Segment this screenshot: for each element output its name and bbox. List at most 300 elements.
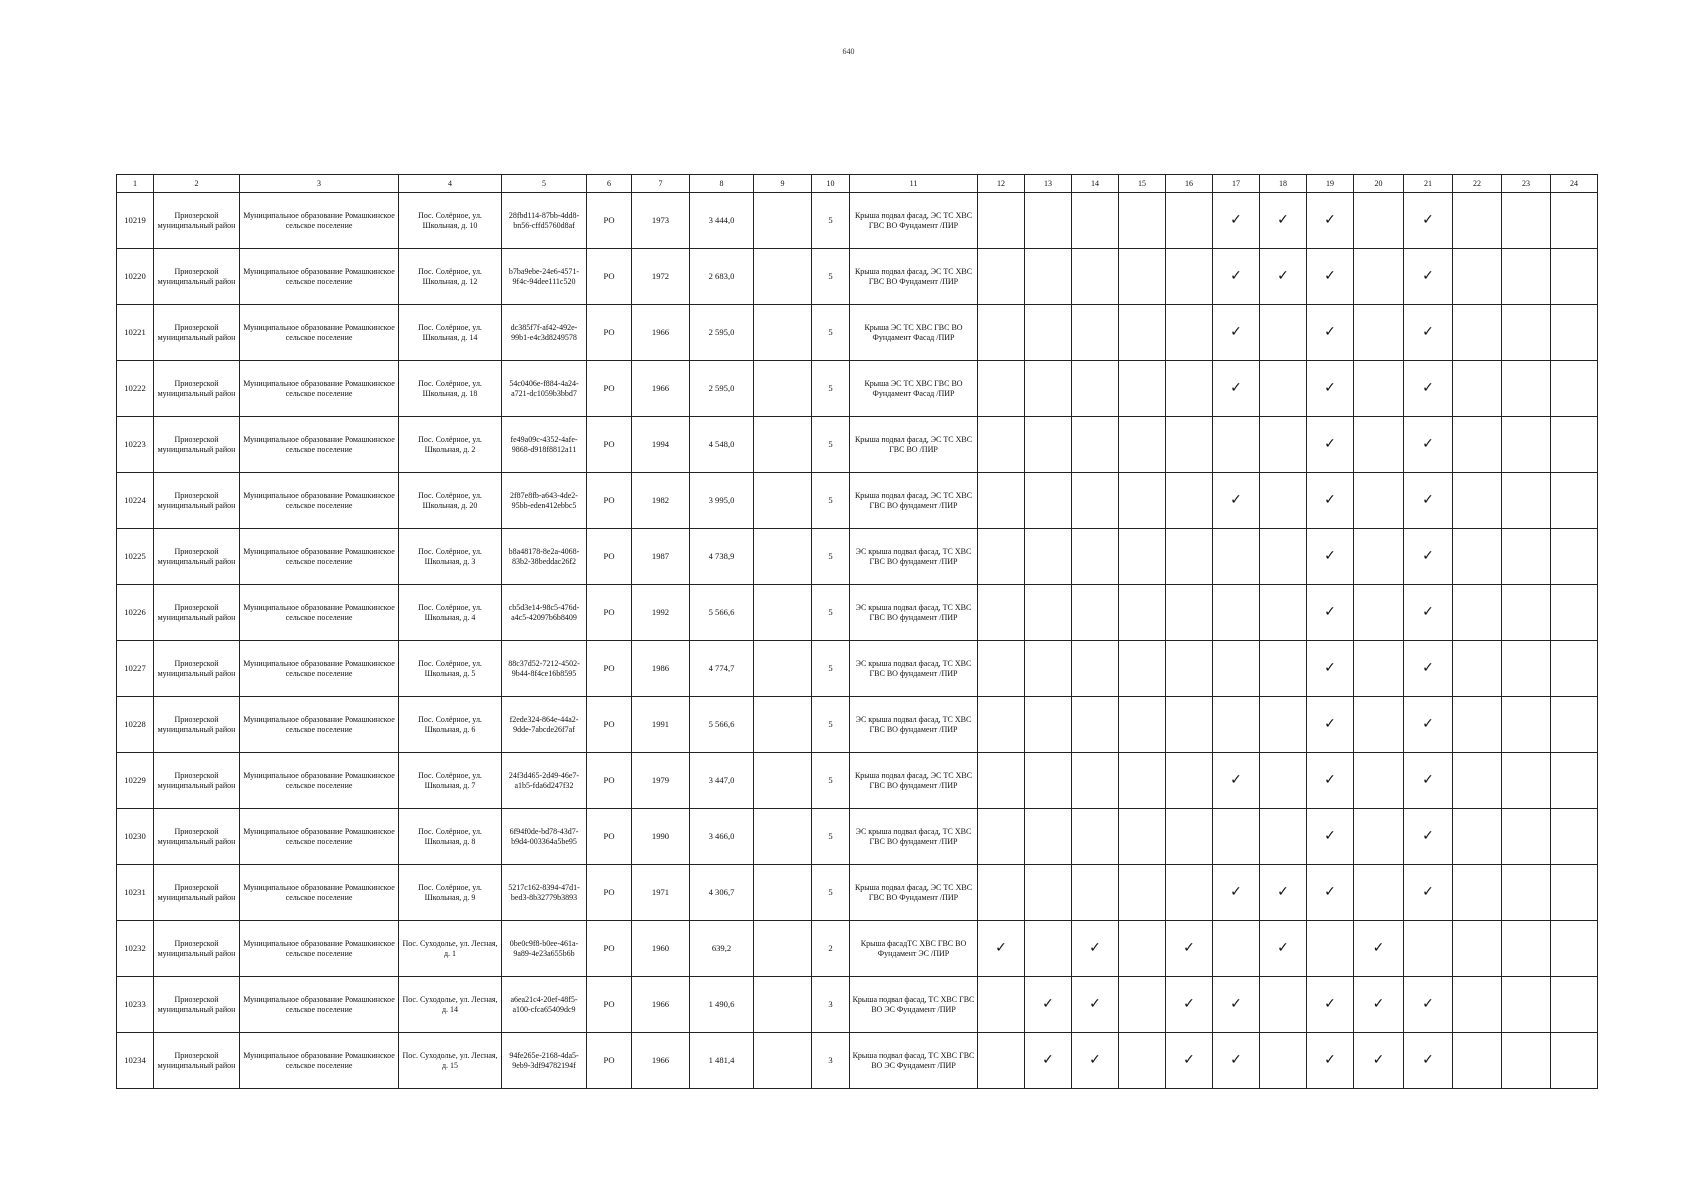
- cell-col-2: Приозерской муниципальный район: [154, 305, 240, 361]
- empty-check-cell: [1551, 361, 1598, 417]
- empty-check-cell: [1453, 977, 1502, 1033]
- cell-col-2: Приозерской муниципальный район: [154, 417, 240, 473]
- checkmark-icon: ✓: [1307, 529, 1354, 585]
- cell-col-1: 10229: [117, 753, 154, 809]
- table-body: [117, 193, 1598, 1089]
- cell-col-7: 1979: [632, 753, 690, 809]
- empty-check-cell: [1025, 865, 1072, 921]
- empty-check-cell: [1502, 641, 1551, 697]
- cell-col-10: 5: [812, 473, 850, 529]
- column-number-22: 22: [1453, 175, 1502, 193]
- empty-check-cell: [1354, 865, 1404, 921]
- cell-col-11: Крыша подвал фасад, ТС ХВС ГВС ВО ЭС Фундамент /ПИР: [850, 1033, 978, 1089]
- empty-check-cell: [978, 473, 1025, 529]
- cell-col-11: Крыша фасадТС ХВС ГВС ВО Фундамент ЭС /ПИР: [850, 921, 978, 977]
- cell-col-6: РО: [587, 585, 632, 641]
- cell-col-3: Муниципальное образование Ромашкинское сельское поселение: [240, 865, 399, 921]
- empty-check-cell: [1072, 697, 1119, 753]
- cell-col-1: 10228: [117, 697, 154, 753]
- cell-col-5: 24f3d465-2d49-46e7-a1b5-fda6d247f32: [502, 753, 587, 809]
- empty-check-cell: [978, 641, 1025, 697]
- empty-check-cell: [1260, 753, 1307, 809]
- checkmark-icon: ✓: [1260, 249, 1307, 305]
- checkmark-icon: ✓: [1307, 473, 1354, 529]
- cell-col-3: Муниципальное образование Ромашкинское сельское поселение: [240, 697, 399, 753]
- cell-col-8: 4 306,7: [690, 865, 754, 921]
- cell-col-6: РО: [587, 753, 632, 809]
- cell-col-10: 5: [812, 753, 850, 809]
- checkmark-icon: ✓: [1307, 585, 1354, 641]
- cell-col-8: 2 595,0: [690, 361, 754, 417]
- empty-check-cell: [1354, 417, 1404, 473]
- empty-check-cell: [1166, 361, 1213, 417]
- checkmark-icon: ✓: [1404, 865, 1453, 921]
- checkmark-icon: ✓: [1354, 921, 1404, 977]
- table-row: [117, 473, 1598, 529]
- cell-col-11: Крыша ЭС ТС ХВС ГВС ВО Фундамент Фасад /ПИР: [850, 305, 978, 361]
- column-number-19: 19: [1307, 175, 1354, 193]
- empty-check-cell: [1260, 977, 1307, 1033]
- cell-col-11: Крыша подвал фасад, ЭС ТС ХВС ГВС ВО Фундамент /ПИР: [850, 193, 978, 249]
- column-number-16: 16: [1166, 175, 1213, 193]
- cell-col-9: [754, 361, 812, 417]
- empty-check-cell: [978, 249, 1025, 305]
- cell-col-2: Приозерской муниципальный район: [154, 977, 240, 1033]
- cell-col-9: [754, 809, 812, 865]
- table-row: [117, 585, 1598, 641]
- cell-col-9: [754, 417, 812, 473]
- checkmark-icon: ✓: [1166, 1033, 1213, 1089]
- empty-check-cell: [1551, 305, 1598, 361]
- cell-col-9: [754, 641, 812, 697]
- empty-check-cell: [978, 1033, 1025, 1089]
- empty-check-cell: [978, 305, 1025, 361]
- empty-check-cell: [1025, 641, 1072, 697]
- checkmark-icon: ✓: [1307, 641, 1354, 697]
- empty-check-cell: [1453, 585, 1502, 641]
- empty-check-cell: [1025, 305, 1072, 361]
- empty-check-cell: [1072, 641, 1119, 697]
- checkmark-icon: ✓: [1072, 921, 1119, 977]
- cell-col-11: ЭС крыша подвал фасад, ТС ХВС ГВС ВО фундамент /ПИР: [850, 529, 978, 585]
- cell-col-7: 1966: [632, 1033, 690, 1089]
- cell-col-2: Приозерской муниципальный район: [154, 249, 240, 305]
- table-row: [117, 305, 1598, 361]
- cell-col-5: cb5d3e14-98c5-476d-a4c5-42097b6b8409: [502, 585, 587, 641]
- table-row: [117, 753, 1598, 809]
- cell-col-1: 10234: [117, 1033, 154, 1089]
- empty-check-cell: [1453, 809, 1502, 865]
- empty-check-cell: [978, 585, 1025, 641]
- cell-col-1: 10226: [117, 585, 154, 641]
- cell-col-3: Муниципальное образование Ромашкинское сельское поселение: [240, 809, 399, 865]
- empty-check-cell: [1260, 305, 1307, 361]
- empty-check-cell: [1072, 473, 1119, 529]
- cell-col-4: Пос. Солёрное, ул. Школьная, д. 2: [399, 417, 502, 473]
- checkmark-icon: ✓: [1213, 865, 1260, 921]
- empty-check-cell: [1166, 865, 1213, 921]
- cell-col-8: 2 595,0: [690, 305, 754, 361]
- checkmark-icon: ✓: [1404, 305, 1453, 361]
- cell-col-8: 3 447,0: [690, 753, 754, 809]
- checkmark-icon: ✓: [1213, 753, 1260, 809]
- cell-col-5: 28fbd114-87bb-4dd8-bn56-cffd5760d8af: [502, 193, 587, 249]
- cell-col-10: 5: [812, 361, 850, 417]
- empty-check-cell: [1354, 529, 1404, 585]
- cell-col-2: Приозерской муниципальный район: [154, 361, 240, 417]
- cell-col-9: [754, 921, 812, 977]
- cell-col-3: Муниципальное образование Ромашкинское сельское поселение: [240, 417, 399, 473]
- empty-check-cell: [1025, 809, 1072, 865]
- cell-col-6: РО: [587, 417, 632, 473]
- cell-col-5: 0be0c9f8-b0ee-461a-9a89-4e23a655b6b: [502, 921, 587, 977]
- checkmark-icon: ✓: [1404, 809, 1453, 865]
- column-number-20: 20: [1354, 175, 1404, 193]
- empty-check-cell: [1260, 697, 1307, 753]
- column-number-12: 12: [978, 175, 1025, 193]
- empty-check-cell: [1453, 305, 1502, 361]
- empty-check-cell: [1119, 809, 1166, 865]
- cell-col-10: 5: [812, 585, 850, 641]
- cell-col-3: Муниципальное образование Ромашкинское сельское поселение: [240, 361, 399, 417]
- empty-check-cell: [1166, 529, 1213, 585]
- column-number-14: 14: [1072, 175, 1119, 193]
- empty-check-cell: [1072, 193, 1119, 249]
- empty-check-cell: [1119, 1033, 1166, 1089]
- cell-col-7: 1966: [632, 977, 690, 1033]
- empty-check-cell: [978, 977, 1025, 1033]
- cell-col-9: [754, 193, 812, 249]
- checkmark-icon: ✓: [1404, 1033, 1453, 1089]
- checkmark-icon: ✓: [1404, 361, 1453, 417]
- cell-col-1: 10231: [117, 865, 154, 921]
- empty-check-cell: [1119, 473, 1166, 529]
- cell-col-2: Приозерской муниципальный район: [154, 641, 240, 697]
- empty-check-cell: [1072, 865, 1119, 921]
- table-row: [117, 417, 1598, 473]
- cell-col-9: [754, 529, 812, 585]
- checkmark-icon: ✓: [1307, 249, 1354, 305]
- checkmark-icon: ✓: [1404, 473, 1453, 529]
- cell-col-9: [754, 305, 812, 361]
- cell-col-3: Муниципальное образование Ромашкинское сельское поселение: [240, 1033, 399, 1089]
- cell-col-4: Пос. Суходолье, ул. Лесная, д. 14: [399, 977, 502, 1033]
- cell-col-6: РО: [587, 361, 632, 417]
- empty-check-cell: [1166, 641, 1213, 697]
- checkmark-icon: ✓: [1404, 977, 1453, 1033]
- empty-check-cell: [1119, 921, 1166, 977]
- cell-col-11: Крыша подвал фасад, ЭС ТС ХВС ГВС ВО фундамент /ПИР: [850, 473, 978, 529]
- cell-col-6: РО: [587, 921, 632, 977]
- cell-col-8: 5 566,6: [690, 585, 754, 641]
- cell-col-11: Крыша ЭС ТС ХВС ГВС ВО Фундамент Фасад /ПИР: [850, 361, 978, 417]
- empty-check-cell: [1213, 641, 1260, 697]
- cell-col-3: Муниципальное образование Ромашкинское сельское поселение: [240, 249, 399, 305]
- cell-col-4: Пос. Солёрное, ул. Школьная, д. 18: [399, 361, 502, 417]
- housing-table: [116, 174, 1598, 1089]
- cell-col-1: 10233: [117, 977, 154, 1033]
- cell-col-4: Пос. Суходолье, ул. Лесная, д. 15: [399, 1033, 502, 1089]
- empty-check-cell: [1354, 585, 1404, 641]
- cell-col-8: 3 444,0: [690, 193, 754, 249]
- empty-check-cell: [1025, 361, 1072, 417]
- empty-check-cell: [1453, 697, 1502, 753]
- column-number-17: 17: [1213, 175, 1260, 193]
- checkmark-icon: ✓: [1260, 865, 1307, 921]
- cell-col-3: Муниципальное образование Ромашкинское сельское поселение: [240, 753, 399, 809]
- cell-col-3: Муниципальное образование Ромашкинское сельское поселение: [240, 193, 399, 249]
- cell-col-3: Муниципальное образование Ромашкинское сельское поселение: [240, 529, 399, 585]
- empty-check-cell: [1260, 809, 1307, 865]
- checkmark-icon: ✓: [1404, 417, 1453, 473]
- checkmark-icon: ✓: [1166, 977, 1213, 1033]
- empty-check-cell: [1025, 753, 1072, 809]
- checkmark-icon: ✓: [1260, 193, 1307, 249]
- cell-col-7: 1986: [632, 641, 690, 697]
- cell-col-7: 1990: [632, 809, 690, 865]
- empty-check-cell: [1166, 697, 1213, 753]
- empty-check-cell: [1260, 585, 1307, 641]
- cell-col-1: 10219: [117, 193, 154, 249]
- cell-col-10: 5: [812, 249, 850, 305]
- table-row: [117, 641, 1598, 697]
- table-row: [117, 697, 1598, 753]
- empty-check-cell: [1502, 473, 1551, 529]
- empty-check-cell: [1025, 473, 1072, 529]
- empty-check-cell: [1166, 585, 1213, 641]
- cell-col-4: Пос. Солёрное, ул. Школьная, д. 14: [399, 305, 502, 361]
- checkmark-icon: ✓: [1307, 865, 1354, 921]
- empty-check-cell: [1119, 193, 1166, 249]
- empty-check-cell: [1119, 361, 1166, 417]
- cell-col-8: 5 566,6: [690, 697, 754, 753]
- cell-col-8: 639,2: [690, 921, 754, 977]
- empty-check-cell: [1260, 641, 1307, 697]
- cell-col-9: [754, 473, 812, 529]
- empty-check-cell: [1453, 753, 1502, 809]
- cell-col-7: 1992: [632, 585, 690, 641]
- cell-col-10: 5: [812, 865, 850, 921]
- cell-col-5: 2f87e8fb-a643-4de2-95bb-eden412ebbc5: [502, 473, 587, 529]
- cell-col-2: Приозерской муниципальный район: [154, 193, 240, 249]
- column-number-1: 1: [117, 175, 154, 193]
- column-number-10: 10: [812, 175, 850, 193]
- cell-col-1: 10221: [117, 305, 154, 361]
- cell-col-2: Приозерской муниципальный район: [154, 1033, 240, 1089]
- cell-col-6: РО: [587, 529, 632, 585]
- cell-col-4: Пос. Солёрное, ул. Школьная, д. 9: [399, 865, 502, 921]
- cell-col-1: 10227: [117, 641, 154, 697]
- empty-check-cell: [1025, 249, 1072, 305]
- empty-check-cell: [1453, 529, 1502, 585]
- empty-check-cell: [1354, 361, 1404, 417]
- cell-col-7: 1987: [632, 529, 690, 585]
- cell-col-2: Приозерской муниципальный район: [154, 529, 240, 585]
- empty-check-cell: [978, 361, 1025, 417]
- cell-col-8: 4 774,7: [690, 641, 754, 697]
- cell-col-9: [754, 977, 812, 1033]
- checkmark-icon: ✓: [1307, 977, 1354, 1033]
- empty-check-cell: [1502, 249, 1551, 305]
- empty-check-cell: [1119, 753, 1166, 809]
- cell-col-11: ЭС крыша подвал фасад, ТС ХВС ГВС ВО фундамент /ПИР: [850, 585, 978, 641]
- cell-col-6: РО: [587, 1033, 632, 1089]
- empty-check-cell: [1213, 529, 1260, 585]
- cell-col-11: Крыша подвал фасад, ЭС ТС ХВС ГВС ВО Фундамент /ПИР: [850, 865, 978, 921]
- checkmark-icon: ✓: [1307, 809, 1354, 865]
- cell-col-7: 1971: [632, 865, 690, 921]
- empty-check-cell: [1072, 305, 1119, 361]
- empty-check-cell: [1072, 529, 1119, 585]
- column-number-9: 9: [754, 175, 812, 193]
- empty-check-cell: [1072, 417, 1119, 473]
- empty-check-cell: [1354, 249, 1404, 305]
- checkmark-icon: ✓: [1354, 1033, 1404, 1089]
- cell-col-3: Муниципальное образование Ромашкинское сельское поселение: [240, 473, 399, 529]
- empty-check-cell: [1551, 753, 1598, 809]
- cell-col-10: 5: [812, 305, 850, 361]
- cell-col-8: 3 995,0: [690, 473, 754, 529]
- empty-check-cell: [1213, 417, 1260, 473]
- cell-col-3: Муниципальное образование Ромашкинское сельское поселение: [240, 305, 399, 361]
- cell-col-5: b7ba9ebe-24e6-4571-9f4c-94dee111c520: [502, 249, 587, 305]
- empty-check-cell: [1166, 249, 1213, 305]
- cell-col-4: Пос. Солёрное, ул. Школьная, д. 12: [399, 249, 502, 305]
- cell-col-5: a6ea21c4-20ef-48f5-a100-cfca65409dc9: [502, 977, 587, 1033]
- empty-check-cell: [1354, 305, 1404, 361]
- column-number-23: 23: [1502, 175, 1551, 193]
- empty-check-cell: [1260, 361, 1307, 417]
- cell-col-9: [754, 865, 812, 921]
- cell-col-5: dc385f7f-af42-492e-99b1-e4c3d8249578: [502, 305, 587, 361]
- empty-check-cell: [1453, 641, 1502, 697]
- cell-col-4: Пос. Солёрное, ул. Школьная, д. 8: [399, 809, 502, 865]
- checkmark-icon: ✓: [1404, 585, 1453, 641]
- empty-check-cell: [1119, 529, 1166, 585]
- empty-check-cell: [1502, 753, 1551, 809]
- cell-col-8: 2 683,0: [690, 249, 754, 305]
- cell-col-3: Муниципальное образование Ромашкинское сельское поселение: [240, 977, 399, 1033]
- checkmark-icon: ✓: [1025, 1033, 1072, 1089]
- cell-col-11: ЭС крыша подвал фасад, ТС ХВС ГВС ВО фундамент /ПИР: [850, 809, 978, 865]
- column-number-24: 24: [1551, 175, 1598, 193]
- empty-check-cell: [1119, 305, 1166, 361]
- cell-col-2: Приозерской муниципальный район: [154, 753, 240, 809]
- cell-col-7: 1994: [632, 417, 690, 473]
- empty-check-cell: [1502, 921, 1551, 977]
- empty-check-cell: [1260, 1033, 1307, 1089]
- empty-check-cell: [1354, 641, 1404, 697]
- cell-col-8: 4 738,9: [690, 529, 754, 585]
- cell-col-4: Пос. Солёрное, ул. Школьная, д. 3: [399, 529, 502, 585]
- empty-check-cell: [1025, 585, 1072, 641]
- empty-check-cell: [1072, 585, 1119, 641]
- cell-col-10: 3: [812, 1033, 850, 1089]
- cell-col-10: 2: [812, 921, 850, 977]
- checkmark-icon: ✓: [1213, 249, 1260, 305]
- empty-check-cell: [1072, 753, 1119, 809]
- column-number-4: 4: [399, 175, 502, 193]
- checkmark-icon: ✓: [1307, 697, 1354, 753]
- cell-col-3: Муниципальное образование Ромашкинское сельское поселение: [240, 585, 399, 641]
- checkmark-icon: ✓: [1166, 921, 1213, 977]
- cell-col-1: 10220: [117, 249, 154, 305]
- table-row: [117, 249, 1598, 305]
- cell-col-5: b8a48178-8e2a-4068-83b2-38beddac26f2: [502, 529, 587, 585]
- empty-check-cell: [1453, 473, 1502, 529]
- cell-col-2: Приозерской муниципальный район: [154, 697, 240, 753]
- empty-check-cell: [1502, 977, 1551, 1033]
- cell-col-10: 3: [812, 977, 850, 1033]
- table-header: [117, 175, 1598, 193]
- cell-col-5: 88c37d52-7212-4502-9b44-8f4ce16b8595: [502, 641, 587, 697]
- page-number: 640: [842, 47, 855, 56]
- cell-col-9: [754, 1033, 812, 1089]
- empty-check-cell: [1453, 417, 1502, 473]
- checkmark-icon: ✓: [1404, 641, 1453, 697]
- table-row: [117, 193, 1598, 249]
- cell-col-8: 1 490,6: [690, 977, 754, 1033]
- cell-col-4: Пос. Солёрное, ул. Школьная, д. 7: [399, 753, 502, 809]
- cell-col-7: 1966: [632, 361, 690, 417]
- empty-check-cell: [1166, 417, 1213, 473]
- cell-col-4: Пос. Солёрное, ул. Школьная, д. 10: [399, 193, 502, 249]
- cell-col-5: fe49a09c-4352-4afe-9868-d918f8812a11: [502, 417, 587, 473]
- checkmark-icon: ✓: [1307, 1033, 1354, 1089]
- cell-col-11: Крыша подвал фасад, ЭС ТС ХВС ГВС ВО фундамент /ПИР: [850, 753, 978, 809]
- empty-check-cell: [1260, 417, 1307, 473]
- cell-col-10: 5: [812, 417, 850, 473]
- cell-col-5: 54c0406e-f884-4a24-a721-dc1059b3bbd7: [502, 361, 587, 417]
- empty-check-cell: [1502, 417, 1551, 473]
- empty-check-cell: [1453, 1033, 1502, 1089]
- cell-col-9: [754, 697, 812, 753]
- cell-col-8: 4 548,0: [690, 417, 754, 473]
- empty-check-cell: [1551, 473, 1598, 529]
- checkmark-icon: ✓: [1213, 977, 1260, 1033]
- empty-check-cell: [1119, 641, 1166, 697]
- cell-col-4: Пос. Солёрное, ул. Школьная, д. 4: [399, 585, 502, 641]
- column-number-13: 13: [1025, 175, 1072, 193]
- column-number-11: 11: [850, 175, 978, 193]
- empty-check-cell: [1072, 249, 1119, 305]
- checkmark-icon: ✓: [1404, 529, 1453, 585]
- cell-col-5: 6f94f0de-bd78-43d7-b9d4-003364a5be95: [502, 809, 587, 865]
- cell-col-3: Муниципальное образование Ромашкинское сельское поселение: [240, 921, 399, 977]
- empty-check-cell: [1502, 697, 1551, 753]
- cell-col-7: 1960: [632, 921, 690, 977]
- empty-check-cell: [1502, 865, 1551, 921]
- empty-check-cell: [1119, 585, 1166, 641]
- empty-check-cell: [1354, 753, 1404, 809]
- empty-check-cell: [1404, 921, 1453, 977]
- checkmark-icon: ✓: [1404, 249, 1453, 305]
- cell-col-4: Пос. Солёрное, ул. Школьная, д. 20: [399, 473, 502, 529]
- table-row: [117, 1033, 1598, 1089]
- empty-check-cell: [1166, 809, 1213, 865]
- cell-col-2: Приозерской муниципальный район: [154, 865, 240, 921]
- column-number-21: 21: [1404, 175, 1453, 193]
- cell-col-2: Приозерской муниципальный район: [154, 585, 240, 641]
- cell-col-4: Пос. Суходолье, ул. Лесная, д. 1: [399, 921, 502, 977]
- cell-col-5: 94fe265e-2168-4da5-9eb9-3df94782194f: [502, 1033, 587, 1089]
- empty-check-cell: [1025, 921, 1072, 977]
- table-row: [117, 865, 1598, 921]
- cell-col-4: Пос. Солёрное, ул. Школьная, д. 5: [399, 641, 502, 697]
- empty-check-cell: [1119, 977, 1166, 1033]
- cell-col-6: РО: [587, 249, 632, 305]
- column-number-3: 3: [240, 175, 399, 193]
